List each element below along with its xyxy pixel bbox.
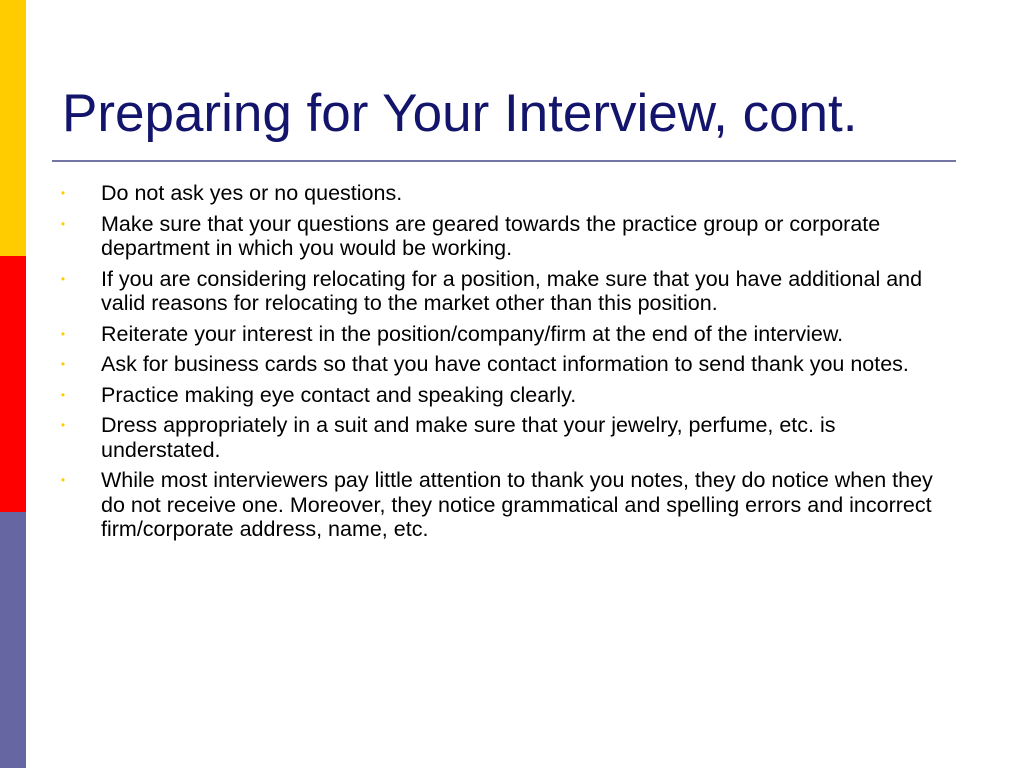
list-item bbox=[57, 267, 957, 316]
slide-title: Preparing for Your Interview, cont. bbox=[62, 84, 858, 143]
list-item bbox=[57, 322, 957, 347]
bullet-text: Do not ask yes or no questions. bbox=[101, 181, 403, 205]
bullet-text: Dress appropriately in a suit and make sure that your jewelry, perfume, etc. is understated. bbox=[101, 413, 836, 462]
bullet-icon: • bbox=[60, 186, 66, 200]
side-accent-bar bbox=[0, 0, 26, 768]
list-item bbox=[57, 413, 957, 462]
list-item bbox=[57, 352, 957, 377]
accent-yellow-segment bbox=[0, 0, 26, 256]
bullet-icon: • bbox=[60, 357, 66, 371]
bullet-icon: • bbox=[60, 387, 66, 402]
bullet-icon: • bbox=[60, 418, 66, 432]
list-item bbox=[57, 212, 957, 261]
bullet-text: Reiterate your interest in the position/company/firm at the end of the interview. bbox=[101, 321, 844, 346]
bullet-text: Practice making eye contact and speaking clearly. bbox=[101, 382, 577, 407]
bullet-icon: • bbox=[60, 271, 66, 286]
bullet-text: If you are considering relocating for a position, make sure that you have additional and valid reasons for relocating to the market other than this position. bbox=[101, 266, 923, 315]
bullet-text: Ask for business cards so that you have contact information to send thank you notes. bbox=[101, 352, 909, 376]
list-item bbox=[57, 468, 957, 542]
bullet-icon: • bbox=[60, 473, 66, 487]
list-item bbox=[57, 181, 957, 206]
bullet-list bbox=[57, 181, 957, 548]
bullet-text: While most interviewers pay little attention to thank you notes, they do notice when they do not receive one. Moreover, they notice grammatical and spelling errors and incorrect firm/corporate address, name, etc. bbox=[101, 468, 933, 541]
list-item bbox=[57, 383, 957, 408]
accent-red-segment bbox=[0, 256, 26, 512]
accent-purple-segment bbox=[0, 512, 26, 768]
bullet-icon: • bbox=[60, 326, 66, 341]
bullet-icon: • bbox=[60, 216, 66, 231]
bullet-text: Make sure that your questions are geared towards the practice group or corporate department in which you would be working. bbox=[101, 211, 881, 260]
title-divider bbox=[52, 160, 956, 162]
